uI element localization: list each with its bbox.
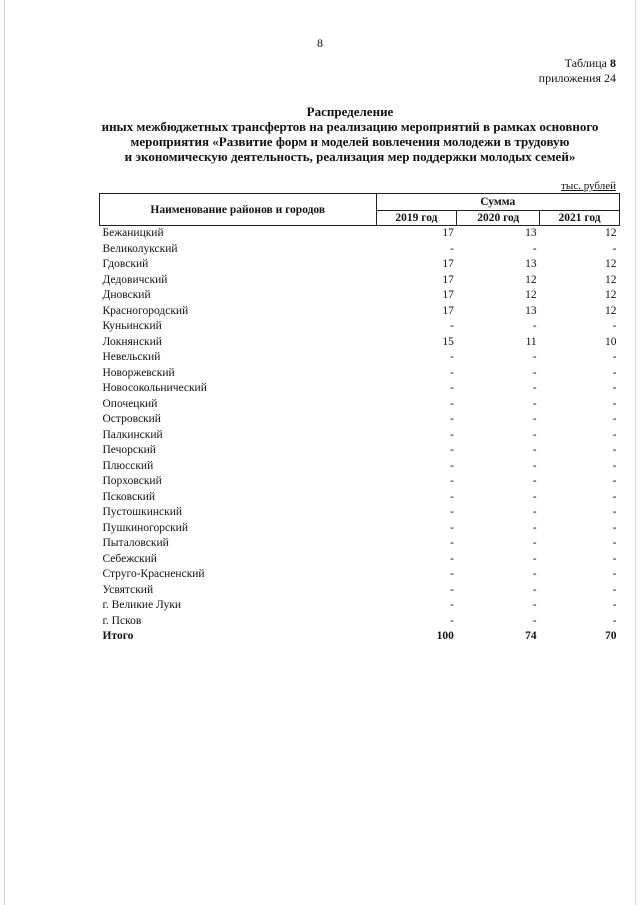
table-row [100,288,620,304]
amount-cell: 17 [442,258,454,270]
amount-cell: 10 [605,335,617,348]
table-row [100,397,620,413]
district-name: Печорский [102,444,156,456]
title-line-4: и экономическую деятельность, реализация мер поддержки молодых семей» [124,149,576,164]
amount-cell: - [532,351,537,363]
amount-cell: - [532,397,537,410]
amount-cell: 12 [605,304,617,317]
table-row [100,505,620,521]
amount-cell: - [532,242,537,255]
amount-cell: - [449,444,454,456]
amount-cell: - [612,413,617,425]
amount-cell: - [532,382,537,394]
table-row [100,428,620,444]
table-label: Таблица [564,56,607,70]
amount-cell: - [612,583,617,596]
amount-cell: - [449,242,454,255]
table-row [100,614,620,630]
table-row [100,273,620,289]
district-name: Дновский [102,289,151,301]
amount-cell: 11 [525,335,537,348]
amount-cell: - [612,320,617,332]
amount-cell: - [449,459,454,472]
amount-cell: - [532,490,537,503]
district-name: Невельский [102,351,161,363]
district-name: Порховский [102,475,162,487]
table-row [100,443,620,459]
amount-cell: - [612,242,617,255]
amount-cell: - [449,521,454,534]
amount-cell: 12 [525,289,537,301]
amount-cell: - [532,521,537,534]
amount-cell: - [612,397,617,410]
amount-cell: - [449,351,454,363]
district-name: Пыталовский [102,537,169,549]
district-name: г. Великие Луки [102,599,182,611]
table-row [100,366,620,382]
amount-cell: - [532,475,537,487]
amount-cell: - [612,382,617,394]
amount-cell: - [532,428,537,441]
amount-cell: 12 [605,258,617,270]
appendix-label: приложения 24 [538,71,616,85]
header-year-2020: 2020 год [457,211,540,226]
header-year-2021: 2021 год [540,211,620,226]
header-year-2019: 2019 год [376,211,457,226]
table-row [100,536,620,552]
amount-cell: - [449,366,454,379]
distribution-table [99,193,620,645]
amount-cell: 12 [605,227,617,239]
amount-cell: 13 [525,258,537,270]
title-line-2: иных межбюджетных трансфертов на реализацию мероприятий в рамках основного [101,119,599,134]
table-label-line [539,56,616,71]
amount-cell: 17 [442,227,454,239]
amount-cell: - [449,614,454,627]
header-sum: Сумма [376,194,620,211]
table-row [100,257,620,273]
header-district-name: Наименование районов и городов [100,194,377,226]
amount-cell: - [449,537,454,549]
amount-cell: - [532,413,537,425]
table-row [100,474,620,490]
table-row [100,350,620,366]
district-name: Себежский [102,552,157,565]
amount-cell: - [449,599,454,611]
amount-cell: - [612,614,617,627]
table-row [100,304,620,320]
district-name: Дедовичский [102,273,168,286]
amount-cell: - [612,444,617,456]
title-line-3: мероприятия «Развитие форм и моделей вовлечения молодежи в трудовую [130,134,570,149]
table-reference [539,56,616,86]
amount-cell: - [449,397,454,410]
amount-cell: - [532,459,537,472]
amount-cell: - [532,366,537,379]
amount-cell: 13 [525,227,537,239]
amount-cell: - [532,614,537,627]
table-number: 8 [610,56,616,70]
table-row [100,335,620,351]
district-name: Красногородский [102,304,189,317]
title-line-1: Распределение [306,104,394,119]
district-name: Гдовский [102,258,149,270]
table-row [100,412,620,428]
amount-cell: - [532,599,537,611]
amount-cell: 17 [442,304,454,317]
page-number: 8 [317,36,323,50]
amount-cell: - [612,599,617,611]
amount-cell: - [612,537,617,549]
table-row [100,381,620,397]
amount-cell: 17 [442,273,454,286]
amount-cell: - [449,320,454,332]
table-row [100,567,620,583]
table-row [100,490,620,506]
district-name: Плюсский [102,459,154,472]
amount-cell: - [612,475,617,487]
amount-cell: - [612,552,617,565]
amount-cell: - [612,506,617,518]
district-name: Опочецкий [102,397,158,410]
district-name: Островский [102,413,161,425]
amount-cell: - [449,382,454,394]
amount-cell: 17 [442,289,454,301]
amount-cell: - [612,490,617,503]
scan-edge-right [635,0,636,905]
amount-cell: 15 [442,335,454,348]
district-name: Пустошкинский [102,506,183,518]
table-row [100,226,620,242]
district-name: Струго-Красненский [102,568,205,580]
total-label: Итого [102,630,134,642]
table-row [100,459,620,475]
amount-cell: - [612,366,617,379]
amount-cell: - [449,583,454,596]
amount-cell: 100 [436,630,454,642]
amount-cell: - [532,320,537,332]
amount-cell: - [612,521,617,534]
district-name: Новосокольнический [102,382,207,394]
district-name: Псковский [102,490,156,503]
table-row [100,583,620,599]
amount-cell: - [532,583,537,596]
amount-cell: - [449,475,454,487]
table-row [100,598,620,614]
district-name: Усвятский [102,583,154,596]
amount-cell: - [612,351,617,363]
amount-cell: 12 [525,273,537,286]
scan-edge-left [4,0,5,905]
document-title [90,104,610,164]
amount-cell: 12 [605,273,617,286]
district-name: г. Псков [102,614,142,627]
district-name: Великолукский [102,242,178,255]
amount-cell: - [612,568,617,580]
amount-cell: 13 [525,304,537,317]
amount-cell: 74 [525,630,537,642]
amount-cell: - [532,552,537,565]
amount-cell: - [612,459,617,472]
units-label: тыс. рублей [561,180,616,192]
amount-cell: - [532,537,537,549]
amount-cell: - [449,506,454,518]
amount-cell: - [449,552,454,565]
amount-cell: - [449,413,454,425]
amount-cell: - [449,490,454,503]
district-name: Новоржевский [102,366,175,379]
amount-cell: 70 [605,630,617,642]
table-row [100,319,620,335]
district-name: Палкинский [102,428,163,441]
amount-cell: - [532,506,537,518]
amount-cell: - [449,568,454,580]
district-name: Бежаницкий [102,227,164,239]
district-name: Пушкиногорский [102,521,188,534]
amount-cell: - [532,444,537,456]
amount-cell: - [532,568,537,580]
table-row [100,552,620,568]
amount-cell: 12 [605,289,617,301]
amount-cell: - [612,428,617,441]
district-name: Локнянский [102,335,162,348]
district-name: Куньинский [102,320,162,332]
total-row [100,629,620,645]
table-row [100,521,620,537]
amount-cell: - [449,428,454,441]
table-row [100,242,620,258]
